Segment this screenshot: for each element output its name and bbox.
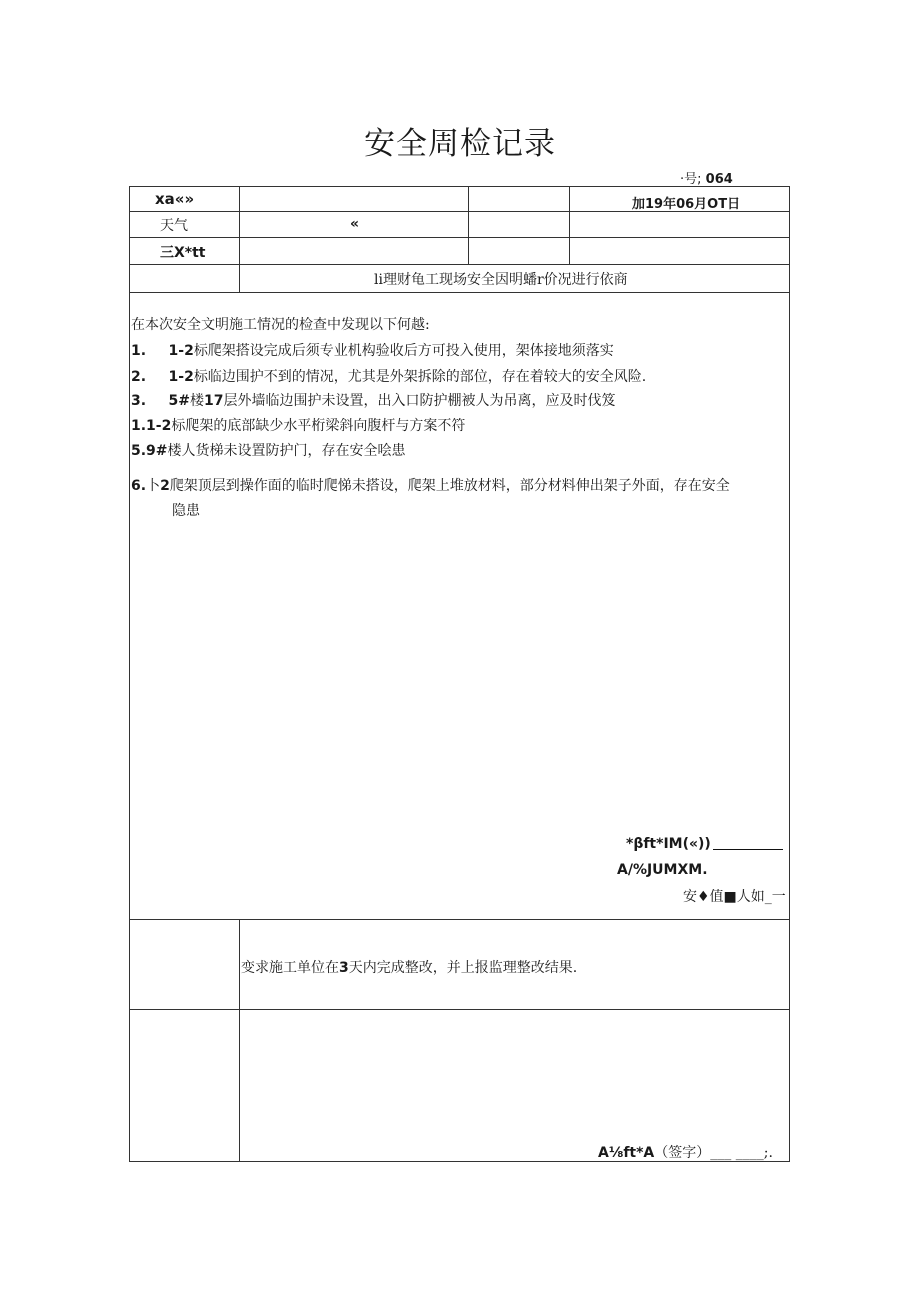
finding-2-num: 2.: [131, 369, 147, 385]
row-divider-2: [129, 237, 790, 238]
finding-4-num: 1.1-2: [131, 418, 172, 434]
finding-item-2: [131, 366, 646, 386]
col-divider-2: [468, 186, 469, 264]
signoff-line: [598, 1142, 773, 1162]
finding-1-text: 标爬架搭设完成后须专业机构验收后方可投入使用，架体接地须落实: [193, 343, 614, 359]
findings-intro: 在本次安全文明施工情况的检查中发现以下何越:: [131, 317, 430, 333]
finding-2-strong: 1-2: [168, 369, 194, 385]
finding-item-5: [131, 440, 406, 460]
header-row1-date: 加19年06月OT日: [632, 197, 741, 212]
header-row4-text: li理财龟工现场安全因明蟠r价况进行依商: [374, 272, 628, 288]
signoff-blank: ___ ____;.: [710, 1145, 773, 1161]
col-divider-1: [239, 186, 240, 292]
inspection-code: [617, 862, 708, 878]
finding-6-text: 卜: [146, 478, 161, 494]
section-divider-2: [129, 1009, 790, 1010]
col-divider-lower: [239, 919, 240, 1162]
row-divider-4: [129, 292, 790, 293]
finding-item-6-cont: 隐患: [172, 503, 200, 519]
finding-3-num: 3.: [131, 393, 147, 409]
finding-3-strong: 5#: [168, 393, 190, 409]
section-divider-1: [129, 919, 790, 920]
header-row3-label: 三X*tt: [160, 245, 206, 261]
signoff-label: A⅛ft*A: [598, 1145, 655, 1161]
inspector-signature-label: *βft*IM(«)): [626, 836, 711, 852]
duty-officer-line: 安♦值■人如_一: [683, 889, 786, 905]
finding-3-strong2: 17: [204, 393, 224, 409]
finding-item-6: [131, 475, 730, 495]
finding-3-text: 楼: [190, 393, 204, 409]
requirement-days: 3: [339, 960, 349, 976]
finding-2-text: 标临边围护不到的情况，尤其是外架拆除的部位，存在着较大的安全风险.: [193, 369, 647, 385]
page-title: 安全周检记录: [364, 126, 556, 162]
finding-1-strong: 1-2: [168, 343, 194, 359]
finding-item-4: [131, 415, 465, 435]
finding-5-text: 楼人货梯未设置防护门，存在安全哙患: [167, 443, 406, 459]
finding-6-strong: 2: [160, 478, 170, 494]
requirement-text-a: 变求施工单位在: [241, 960, 339, 976]
signoff-paren: （签字）: [654, 1145, 711, 1161]
signature-underline: [713, 849, 783, 850]
finding-4-text: 标爬架的底部缺少水平桁梁斜向腹杆与方案不符: [171, 418, 466, 434]
document-number-value: 064: [705, 172, 733, 187]
finding-3-text2: 层外墙临边围护未设置，出入口防护棚被人为吊离，应及时伐笈: [223, 393, 616, 409]
finding-6-num: 6.: [131, 478, 147, 494]
finding-item-3: [131, 390, 615, 410]
finding-item-1: [131, 340, 614, 360]
col-divider-3: [569, 186, 570, 264]
header-row2-label: 天气: [160, 218, 188, 234]
finding-1-num: 1.: [131, 343, 147, 359]
document-number: [680, 168, 733, 187]
row-divider-3: [129, 264, 790, 265]
inspection-code-text: A/%JUMXM.: [617, 862, 708, 878]
header-row2-value: «: [350, 216, 360, 232]
rectification-requirement: [241, 957, 577, 977]
finding-5-num: 5.9#: [131, 443, 168, 459]
inspector-signature-line: [626, 836, 783, 852]
requirement-text-b: 天内完成整改，并上报监理整改结果.: [348, 960, 578, 976]
finding-6-text2: 爬架顶层到操作面的临时爬悌未搭设，爬架上堆放材料，部分材料伸出架子外面，存在安全: [169, 478, 730, 494]
header-row1-label: xa«»: [155, 190, 195, 208]
document-number-label: ·号;: [680, 172, 702, 187]
